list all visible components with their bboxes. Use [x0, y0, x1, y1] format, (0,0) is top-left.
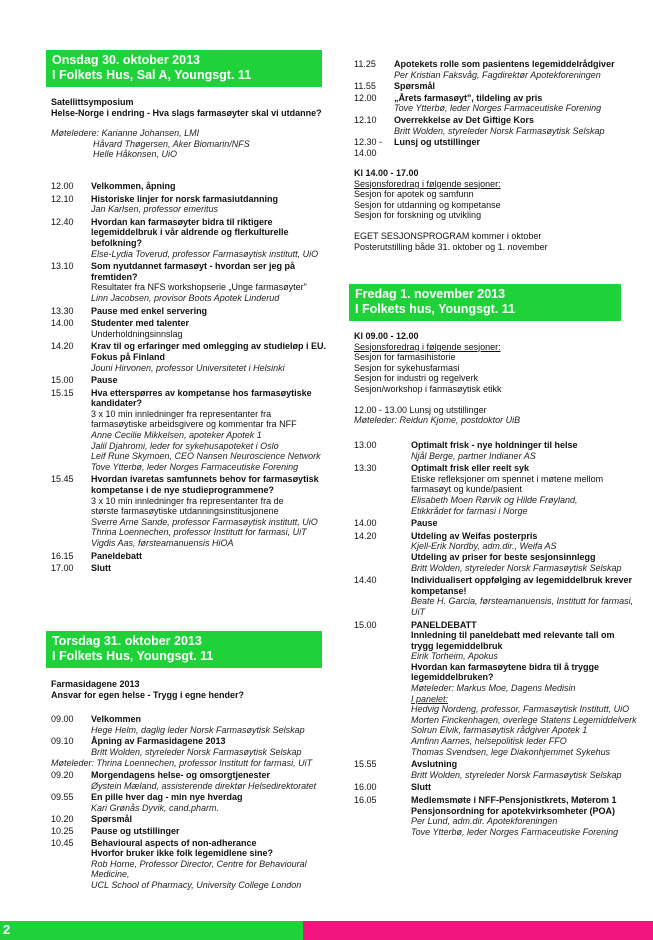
item-title: Hvordan kan farmasøyter bidra til riktigere: [91, 216, 273, 227]
item-title: Overrekkelse av Det Giftige Kors: [394, 114, 535, 125]
item-body: [51, 758, 331, 769]
item-body: [394, 81, 646, 92]
item-time: 14.00: [354, 518, 377, 529]
day3-header-line1: Fredag 1. november 2013: [355, 287, 506, 301]
item-title: Individualisert oppfølging av legemiddelbruk krever: [411, 575, 633, 586]
program-item: [354, 440, 646, 461]
item-title: Hva etterspørres av kompetanse hos farmasøytiske: [91, 387, 312, 398]
program-item: [51, 792, 331, 813]
item-time: 09.00: [51, 714, 74, 724]
footer-green-bar: [0, 921, 303, 940]
item-body: [394, 115, 646, 136]
program-item: [51, 474, 331, 548]
note-line: Posterutstilling både 31. oktober og 1. november: [354, 241, 548, 252]
program-item: [51, 714, 331, 735]
item-text: 3 x 10 min innledninger fra representanter fra: [91, 408, 272, 419]
item-body: [411, 463, 646, 516]
item-title: Pensjonsordning for apotekvirksomheter (POA): [411, 805, 616, 816]
item-title: kompetanse i de nye studieprogrammene?: [91, 485, 275, 496]
session-item: Sesjon for sykehusfarmasi: [354, 362, 460, 373]
item-time: 14.20: [51, 341, 74, 352]
day3-program: [354, 440, 646, 839]
session-item: Sesjon for industri og regelverk: [354, 373, 479, 384]
item-body: [91, 714, 331, 735]
item-body: [91, 563, 331, 574]
program-item: [51, 318, 331, 339]
item-speaker: Møteleder: Markus Moe, Dagens Medisin: [411, 683, 576, 694]
item-title: Pause: [411, 518, 438, 529]
item-title: Optimalt frisk - nye holdninger til helse: [411, 440, 578, 450]
item-speaker: Vigdis Aas, førsteamanuensis HiOA: [91, 538, 234, 548]
item-speaker: Anne Cecilie Mikkelsen, apoteker Apotek 1: [91, 430, 262, 441]
item-body: [91, 388, 331, 473]
item-time: 12.10: [354, 114, 377, 125]
item-body: [91, 826, 331, 837]
item-title: Hvordan kan farmasøytene bidra til å trygge: [411, 661, 600, 672]
day3-sessions: [354, 331, 646, 426]
section-subtitle: Ansvar for egen helse - Trygg i egne hender?: [51, 689, 245, 700]
item-body: [411, 575, 646, 617]
chair-line: Helle Håkonsen, UiO: [93, 149, 178, 160]
item-time: 09.20: [51, 769, 74, 780]
page-number: 2: [3, 922, 11, 937]
day2-program-continued: [354, 59, 646, 159]
day1-header-line2: I Folkets Hus, Sal A, Youngsgt. 11: [52, 68, 252, 82]
program-item: [51, 770, 331, 791]
item-time: 15.45: [51, 474, 74, 485]
item-time: 15.00: [51, 375, 74, 386]
item-speaker: Tove Ytterbø, leder Norges Farmaceutiske Forening: [91, 461, 299, 472]
item-body: [91, 814, 331, 825]
item-title: Optimalt frisk eller reelt syk: [411, 463, 530, 474]
item-speaker: Leif Rune Skymoen, CEO Nansen Neuroscience Network: [91, 451, 321, 462]
item-speaker: UCL School of Pharmacy, University College London: [91, 879, 302, 890]
item-body: [91, 306, 331, 317]
day2-header-line1: Torsdag 31. oktober 2013: [52, 634, 202, 648]
item-time: 12.00: [354, 92, 377, 103]
day3-header: [349, 284, 621, 321]
item-time: 13.10: [51, 261, 74, 272]
item-speaker: Thomas Svendsen, lege Diakonhjemmet Sykehus: [411, 746, 611, 757]
day2-sessions: [354, 168, 646, 252]
item-time: 10.20: [51, 814, 74, 825]
item-title: Som nyutdannet farmasøyt - hvordan ser jeg på: [91, 261, 296, 272]
item-title: Utdeling av Weifas posterpris: [411, 530, 538, 541]
day2-intro: [51, 679, 326, 700]
item-time: 14.40: [354, 575, 377, 586]
session-item: Sesjon for farmasihistorie: [354, 352, 456, 363]
program-item: [354, 59, 646, 80]
item-body: [91, 217, 331, 259]
session-time: Kl 14.00 - 17.00: [354, 168, 419, 178]
item-speaker: Beate H. Garcia, førsteamanuensis, Institutt for farmasi, UiT: [411, 596, 634, 617]
program-item: [51, 375, 331, 386]
item-time: 16.15: [51, 550, 74, 561]
item-body: [91, 194, 331, 215]
item-title: Hvorfor bruker ikke folk legemidlene sine?: [91, 848, 274, 859]
item-time: 10.25: [51, 825, 74, 836]
item-time: 17.00: [51, 563, 74, 574]
item-title: legemiddelbruk i vår aldrende og flerkulturelle: [91, 227, 289, 238]
day1-intro: [51, 97, 326, 160]
item-time: 13.30: [51, 305, 74, 316]
item-body: [91, 318, 331, 339]
item-speaker: Jan Karlsen, professor emeritus: [91, 204, 219, 215]
item-body: [91, 551, 331, 562]
section-title: Farmasidagene 2013: [51, 679, 140, 689]
item-speaker: Etikkrådet for farmasi i Norge: [411, 505, 528, 516]
item-title: Spørsmål: [91, 814, 133, 825]
item-speaker: Jouni Hirvonen, professor Universitetet i Helsinki: [91, 362, 285, 373]
item-text: største farmasøytiske utdanningsinstitusjonene: [91, 506, 279, 517]
item-time: 13.00: [354, 440, 377, 450]
item-speaker: Tove Ytterbø, leder Norges Farmaceutiske Forening: [411, 826, 619, 837]
item-title: Krav til og erfaringer med omlegging av studieløp i EU.: [91, 341, 327, 352]
program-item: [51, 306, 331, 317]
item-time: 09.10: [51, 736, 74, 747]
item-speaker: Kjell-Erik Nordby, adm.dir., Weifa AS: [411, 541, 557, 552]
item-body: [394, 59, 646, 80]
item-body: [394, 137, 646, 158]
session-item: Sesjon for forskning og utvikling: [354, 210, 482, 221]
lunch-line: 12.00 - 13.00 Lunsj og utstillinger: [354, 404, 487, 415]
item-speaker: Jalil Djahromi, leder for sykehusapoteket i Oslo: [91, 440, 279, 451]
item-body: [91, 341, 331, 373]
item-text: farmasøytiske arbeidsgivere og kommentar fra NFF: [91, 419, 297, 430]
item-time: 09.55: [51, 792, 74, 803]
program-item: [354, 795, 646, 837]
item-time: 16.00: [354, 782, 377, 793]
item-speaker: Møteleder: Thrina Loennechen, professor Institutt for farmasi, UiT: [51, 758, 313, 769]
session-time: Kl 09.00 - 12.00: [354, 331, 419, 341]
item-title: Behavioural aspects of non-adherance: [91, 837, 257, 848]
item-body: [411, 518, 646, 529]
footer-pink-bar: [303, 921, 653, 940]
item-body: [91, 838, 331, 891]
item-speaker: Kari Grønås Dyvik, cand.pharm.: [91, 802, 220, 813]
item-speaker: Sverre Arne Sande, professor Farmasøytisk institutt, UiO: [91, 516, 318, 527]
item-body: [411, 440, 646, 461]
item-speaker: Per Kristian Faksvåg, Fagdirektør Apotekforeningen: [394, 69, 601, 80]
item-speaker: Hege Helm, daglig leder Norsk Farmasøytisk Selskap: [91, 724, 305, 735]
item-title: Spørsmål: [394, 81, 436, 92]
program-item: [51, 261, 331, 303]
item-title: Pause med enkel servering: [91, 305, 208, 316]
day2-header: [46, 631, 322, 668]
item-speaker: Rob Horne, Professor Director, Centre for Behavioural Medicine,: [91, 858, 307, 880]
program-item: [51, 217, 331, 259]
item-title: Pause og utstillinger: [91, 825, 180, 836]
session-intro: Sesjonsforedrag i følgende sesjoner:: [354, 341, 501, 352]
item-time: 15.15: [51, 387, 74, 398]
chair-line: Møteleder: Reidun Kjome, postdoktor UiB: [354, 415, 521, 426]
day2-program: [51, 714, 331, 892]
item-time: 12.40: [51, 216, 74, 227]
program-item: [51, 758, 331, 769]
item-speaker: Britt Wolden, styreleder Norsk Farmasøytisk Selskap: [411, 769, 622, 780]
day1-program: [51, 181, 331, 576]
section-title: Satellittsymposium: [51, 97, 134, 107]
chair-line: Håvard Thøgersen, Aker Biomarin/NFS: [93, 138, 250, 149]
session-item: Sesjon/workshop i farmasøytisk etikk: [354, 383, 502, 394]
item-title: kompetanse!: [411, 585, 467, 596]
item-text: Underholdningsinnslag: [91, 328, 183, 339]
program-item: [354, 759, 646, 780]
item-title: kandidater?: [91, 398, 143, 409]
item-title: Avslutning: [411, 759, 458, 770]
item-body: [91, 261, 331, 303]
program-item: [51, 736, 331, 757]
item-body: [411, 759, 646, 780]
item-body: [91, 474, 331, 548]
item-time: 16.05: [354, 795, 377, 805]
item-title: Innledning til paneldebatt med relevante tall om: [411, 630, 615, 641]
item-time: 11.55: [354, 81, 376, 92]
item-title: Pause: [91, 375, 118, 386]
item-speaker: Eirik Torheim, Apokus: [411, 651, 498, 662]
item-title: Lunsj og utstillinger: [394, 137, 480, 148]
day1-header: [46, 50, 322, 87]
item-speaker: Solrun Elvik, farmasøytisk rådgiver Apotek 1: [411, 725, 588, 736]
item-time: 12.30 - 14.00: [354, 137, 383, 158]
program-item: [354, 620, 646, 758]
item-body: [411, 531, 646, 573]
item-time: 13.30: [354, 463, 377, 474]
item-speaker: Tove Ytterbø, leder Norges Farmaceutiske Forening: [394, 103, 602, 114]
section-subtitle: Helse-Norge i endring - Hva slags farmasøyter skal vi utdanne?: [51, 107, 322, 118]
item-body: [411, 795, 646, 837]
item-body: [91, 375, 331, 386]
item-title: Fokus på Finland: [91, 351, 166, 362]
session-item: Sesjon for utdanning og kompetanse: [354, 199, 501, 210]
program-item: [354, 463, 646, 516]
session-intro: Sesjonsforedrag i følgende sesjoner:: [354, 178, 501, 189]
item-speaker: Linn Jacobsen, provisor Boots Apotek Linderud: [91, 292, 280, 303]
program-item: [354, 93, 646, 114]
item-speaker: Else-Lydia Toverud, professor Farmasøytisk institutt, UiO: [91, 248, 319, 259]
item-speaker: Elisabeth Moen Rørvik og Hilde Frøyland,: [411, 494, 578, 505]
chair-line: Møteledere: Karianne Johansen, LMI: [51, 128, 200, 139]
day1-header-line1: Onsdag 30. oktober 2013: [52, 53, 200, 67]
program-item: [51, 563, 331, 574]
item-title: En pille hver dag - min nye hverdag: [91, 792, 243, 803]
item-speaker: Britt Wolden, styreleder Norsk Farmasøytisk Selskap: [91, 746, 302, 757]
program-item: [354, 81, 646, 92]
item-title: Studenter med talenter: [91, 318, 190, 329]
item-title: Slutt: [411, 782, 431, 793]
item-title: Hvordan ivaretas samfunnets behov for farmasøytisk: [91, 474, 319, 485]
program-item: [51, 814, 331, 825]
item-title: Velkommen, åpning: [91, 181, 176, 191]
item-speaker: Britt Wolden, styreleder Norsk Farmasøytisk Selskap: [411, 562, 622, 573]
program-item: [51, 838, 331, 891]
item-time: 10.45: [51, 837, 74, 848]
program-item: [51, 826, 331, 837]
item-title: PANELDEBATT: [411, 619, 477, 630]
item-speaker: I panelet:: [411, 693, 449, 704]
item-body: [411, 782, 646, 793]
program-item: [51, 194, 331, 215]
item-speaker: Hedvig Nordeng, professor, Farmasøytisk Institutt, UiO: [411, 704, 630, 715]
program-item: [51, 341, 331, 373]
program-item: [51, 388, 331, 473]
item-speaker: Thrina Loennechen, professor Institutt for farmasi, UiT: [91, 527, 307, 538]
item-title: befolkning?: [91, 237, 142, 248]
item-time: 12.00: [51, 181, 74, 191]
item-title: Paneldebatt: [91, 550, 143, 561]
program-item: [354, 575, 646, 617]
item-speaker: Morten Finckenhagen, overlege Statens Legemiddelverk: [411, 714, 637, 725]
item-speaker: Britt Wolden, styreleder Norsk Farmasøytisk Selskap: [394, 125, 605, 136]
program-item: [354, 518, 646, 529]
program-item: [354, 137, 646, 158]
note-line: EGET SESJONSPROGRAM kommer i oktober: [354, 230, 542, 241]
item-text: Etiske refleksjoner om spennet i møtene mellom: [411, 473, 604, 484]
program-item: [354, 782, 646, 793]
item-title: Utdeling av priser for beste sesjonsinnlegg: [411, 551, 596, 562]
item-title: Åpning av Farmasidagene 2013: [91, 736, 226, 747]
session-item: Sesjon for apotek og samfunn: [354, 189, 474, 200]
item-title: „Årets farmasøyt", tildeling av pris: [394, 92, 543, 103]
item-text: Resultater fra NFS workshopserie „Unge farmasøyter": [91, 282, 307, 293]
item-time: 14.00: [51, 318, 74, 329]
item-body: [91, 736, 331, 757]
item-speaker: Øystein Mæland, assisterende direktør Helsedirektoratet: [91, 780, 317, 791]
item-speaker: Amfinn Aarnes, helsepolitisk leder FFO: [411, 736, 567, 747]
day2-header-line2: I Folkets Hus, Youngsgt. 11: [52, 649, 214, 663]
item-time: 14.20: [354, 530, 377, 541]
item-text: farmasøyt og kunde/pasient: [411, 484, 523, 495]
item-text: 3 x 10 min innledninger fra representanter fra de: [91, 495, 284, 506]
item-body: [91, 181, 331, 192]
program-item: [354, 115, 646, 136]
item-title: Morgendagens helse- og omsorgtjenester: [91, 769, 271, 780]
day3-header-line2: I Folkets hus, Youngsgt. 11: [355, 302, 515, 316]
item-body: [411, 620, 646, 758]
item-title: Velkommen: [91, 714, 142, 724]
program-item: [51, 551, 331, 562]
item-title: Apotekets rolle som pasientens legemiddelrådgiver: [394, 59, 615, 69]
item-speaker: Per Lund, adm.dir. Apotekforeningen: [411, 816, 558, 827]
item-time: 15.00: [354, 619, 377, 630]
item-body: [91, 792, 331, 813]
item-title: Slutt: [91, 563, 111, 574]
program-item: [354, 531, 646, 573]
item-time: 11.25: [354, 59, 376, 69]
item-body: [394, 93, 646, 114]
program-item: [51, 181, 331, 192]
item-title: legemiddelbruken?: [411, 672, 494, 683]
item-speaker: Njål Berge, partner Indianer AS: [411, 450, 536, 461]
item-title: Medlemsmøte i NFF-Pensjonistkrets, Møterom 1: [411, 795, 617, 805]
item-title: Historiske linjer for norsk farmasiutdanning: [91, 193, 279, 204]
item-time: 15.55: [354, 759, 377, 770]
item-title: trygg legemiddelbruk: [411, 640, 503, 651]
item-body: [91, 770, 331, 791]
item-time: 12.10: [51, 193, 74, 204]
item-title: fremtiden?: [91, 271, 138, 282]
